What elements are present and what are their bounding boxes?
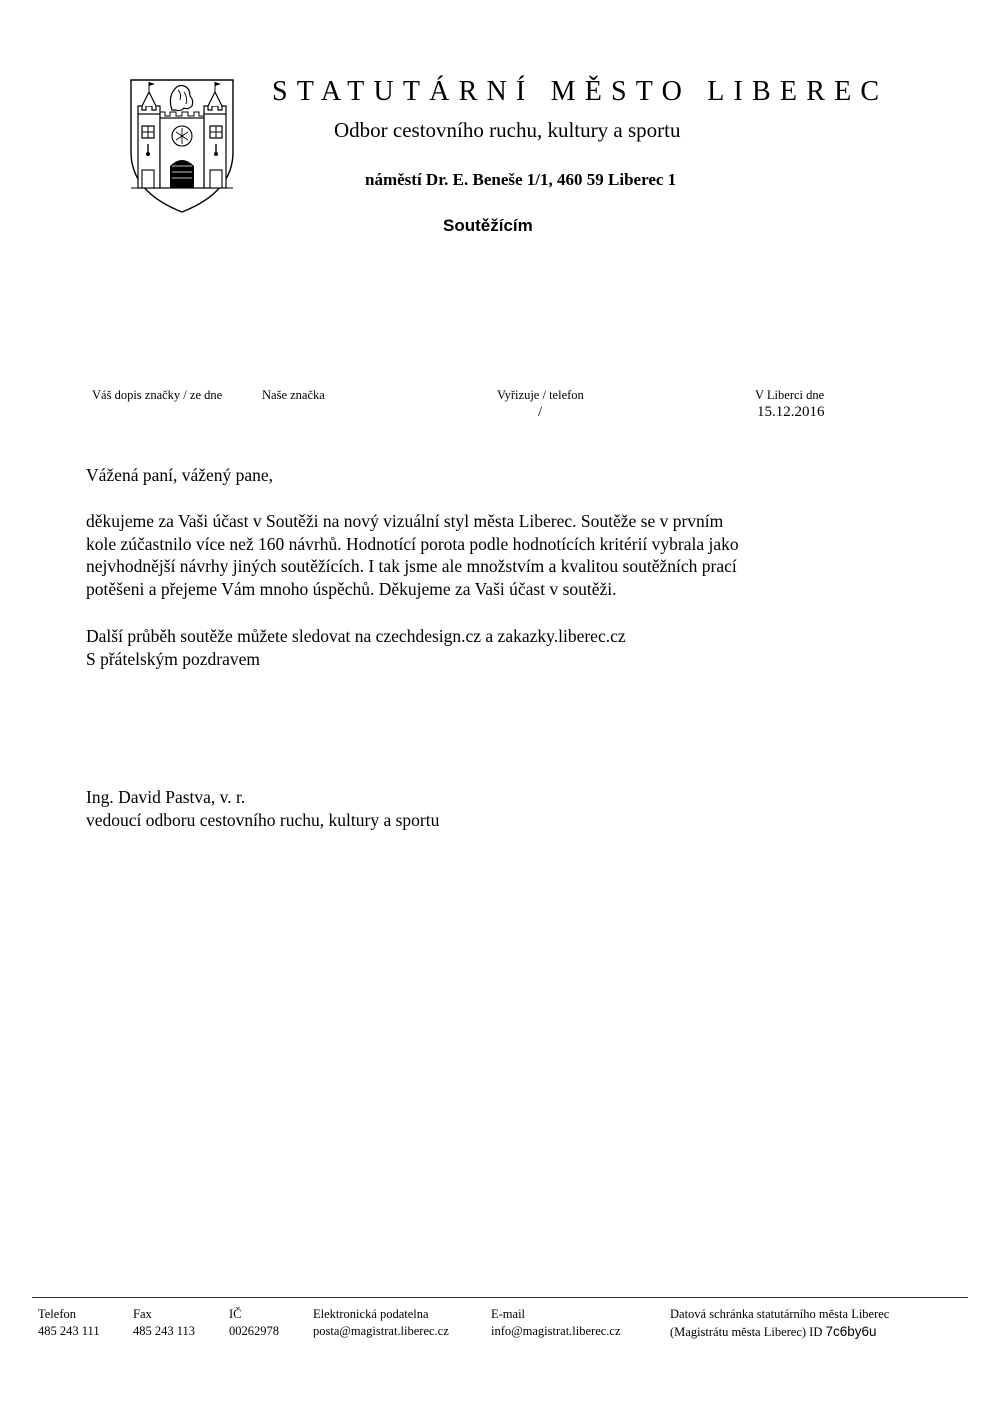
footer-databox-prefix: (Magistrátu města Liberec) ID bbox=[670, 1325, 823, 1339]
footer-email-value: info@magistrat.liberec.cz bbox=[491, 1324, 621, 1338]
our-ref-label: Naše značka bbox=[262, 388, 325, 402]
office-address: náměstí Dr. E. Beneše 1/1, 460 59 Liberec 1 bbox=[365, 170, 677, 189]
handled-by-value: / bbox=[538, 404, 543, 420]
footer-databox-label: Datová schránka statutárního města Liberec bbox=[670, 1307, 890, 1321]
footer-databox-value bbox=[670, 1324, 877, 1340]
paragraph-line: kole zúčastnilo více než 160 návrhů. Hodnotící porota podle hodnotících kritérií vybrala jako bbox=[86, 533, 739, 554]
footer-fax-label: Fax bbox=[133, 1307, 152, 1321]
date-value: 15.12.2016 bbox=[757, 404, 825, 420]
footer-epodatelna-value: posta@magistrat.liberec.cz bbox=[313, 1324, 449, 1338]
paragraph-line: nejvhodnější návrhy jiných soutěžících. I tak jsme ale množstvím a kvalitou soutěžních prací bbox=[86, 556, 737, 576]
your-letter-label: Váš dopis značky / ze dne bbox=[92, 388, 223, 402]
letter-paragraph-2: Další průběh soutěže můžete sledovat na czechdesign.cz a zakazky.liberec.cz bbox=[86, 626, 626, 646]
liberec-coat-of-arms-icon bbox=[128, 74, 236, 214]
footer-databox-id: 7c6by6u bbox=[825, 1324, 877, 1339]
footer-epodatelna-label: Elektronická podatelna bbox=[313, 1307, 429, 1321]
footer-phone-label: Telefon bbox=[38, 1307, 76, 1321]
recipient: Soutěžícím bbox=[443, 216, 533, 235]
signatory-title: vedoucí odboru cestovního ruchu, kultury a sportu bbox=[86, 810, 440, 830]
department-name: Odbor cestovního ruchu, kultury a sportu bbox=[334, 118, 681, 142]
closing: S přátelským pozdravem bbox=[86, 649, 260, 669]
footer-phone-value: 485 243 111 bbox=[38, 1324, 100, 1338]
letter-paragraph bbox=[86, 510, 886, 600]
footer-ic-value: 00262978 bbox=[229, 1324, 279, 1338]
footer-divider bbox=[32, 1297, 968, 1298]
handled-by-label: Vyřizuje / telefon bbox=[497, 388, 584, 402]
paragraph-line: potěšeni a přejeme Vám mnoho úspěchů. Děkujeme za Vaši účast v soutěži. bbox=[86, 578, 617, 599]
footer-fax-value: 485 243 113 bbox=[133, 1324, 196, 1338]
date-label: V Liberci dne bbox=[755, 388, 825, 402]
paragraph-line: děkujeme za Vaši účast v Soutěži na nový vizuální styl města Liberec. Soutěže se v prvním bbox=[86, 511, 724, 531]
org-title: STATUTÁRNÍ MĚSTO LIBEREC bbox=[272, 76, 889, 107]
footer-email-label: E-mail bbox=[491, 1307, 526, 1321]
salutation: Vážená paní, vážený pane, bbox=[86, 465, 274, 485]
signatory-name: Ing. David Pastva, v. r. bbox=[86, 787, 246, 807]
footer-ic-label: IČ bbox=[229, 1307, 242, 1321]
